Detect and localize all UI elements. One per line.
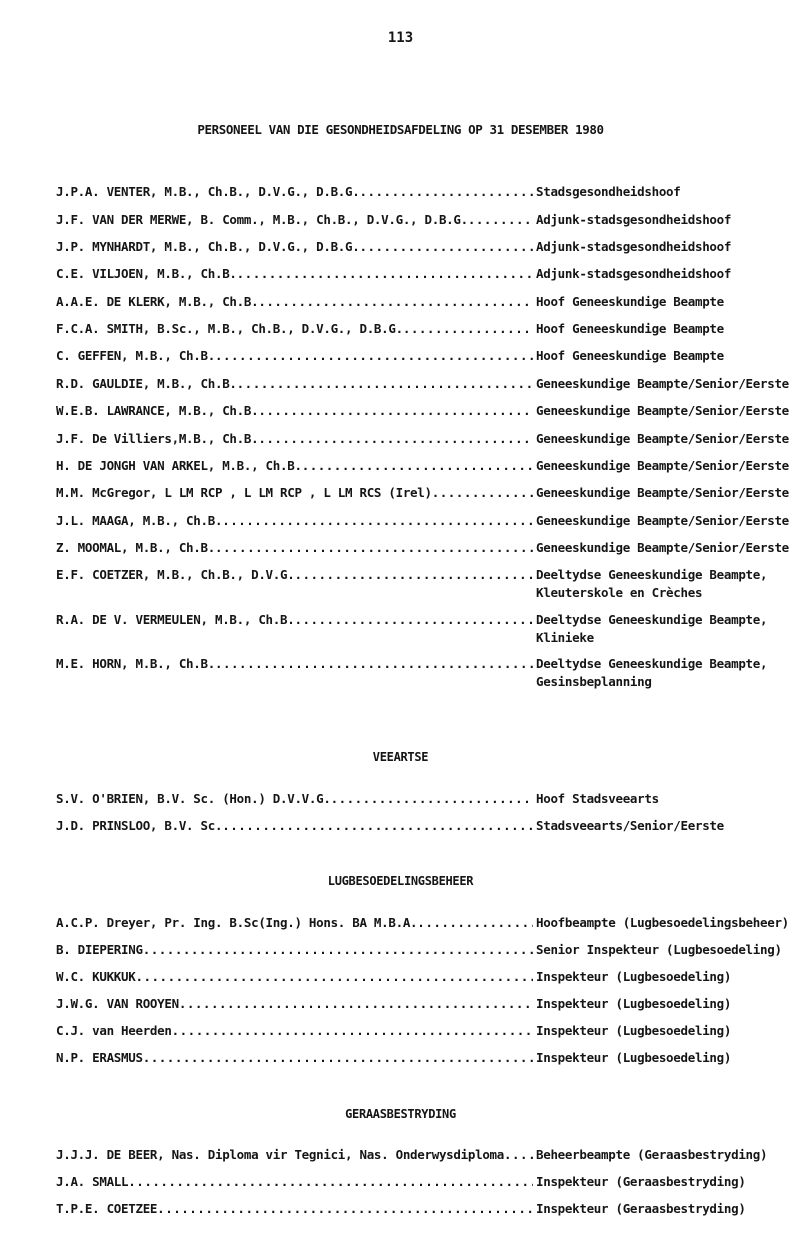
staff-name: H. DE JONGH VAN ARKEL, M.B., Ch.B. ..... bbox=[56, 457, 533, 475]
staff-name: Z. MOOMAL, M.B., Ch.B. ..... bbox=[56, 539, 533, 557]
staff-position: Hoofbeampte (Lugbesoedelingsbeheer) bbox=[536, 915, 789, 930]
section-heading: LUGBESOEDELINGSBEHEER bbox=[327, 874, 474, 888]
staff-entry bbox=[56, 1200, 756, 1223]
staff-entry bbox=[56, 347, 756, 370]
staff-entry bbox=[56, 968, 756, 991]
staff-name: J.D. PRINSLOO, B.V. Sc. ..... bbox=[56, 817, 533, 835]
staff-position: Inspekteur (Lugbesoedeling) bbox=[536, 996, 732, 1011]
staff-entry bbox=[56, 265, 756, 288]
staff-entry bbox=[56, 238, 756, 261]
staff-entry bbox=[56, 484, 789, 507]
staff-position: Adjunk-stadsgesondheidshoof bbox=[536, 266, 732, 281]
staff-position-line-2: Klinieke bbox=[536, 630, 594, 645]
staff-name: T.P.E. COETZEE ..... bbox=[56, 1200, 533, 1218]
staff-entry bbox=[56, 430, 789, 453]
staff-entry bbox=[56, 293, 756, 316]
staff-position: Geneeskundige Beampte/Senior/Eerste bbox=[536, 458, 789, 473]
staff-entry bbox=[56, 995, 756, 1018]
staff-entry bbox=[56, 1022, 756, 1045]
staff-position: Geneeskundige Beampte/Senior/Eerste bbox=[536, 485, 789, 500]
staff-position: Geneeskundige Beampte/Senior/Eerste bbox=[536, 540, 789, 555]
staff-position-line-1: Deeltydse Geneeskundige Beampte, bbox=[536, 612, 768, 627]
staff-name: B. DIEPERING ..... bbox=[56, 941, 533, 959]
staff-position-line-1: Deeltydse Geneeskundige Beampte, bbox=[536, 656, 768, 671]
staff-entry bbox=[56, 183, 756, 206]
staff-position: Inspekteur (Geraasbestryding) bbox=[536, 1174, 746, 1189]
section-heading: GERAASBESTRYDING bbox=[345, 1107, 456, 1121]
staff-position: Adjunk-stadsgesondheidshoof bbox=[536, 239, 732, 254]
staff-position: Hoof Stadsveearts bbox=[536, 791, 659, 806]
staff-name: S.V. O'BRIEN, B.V. Sc. (Hon.) D.V.V.G. ..... bbox=[56, 790, 533, 808]
staff-position: Inspekteur (Geraasbestryding) bbox=[536, 1201, 746, 1216]
staff-entry bbox=[56, 211, 756, 234]
staff-name: A.A.E. DE KLERK, M.B., Ch.B. ..... bbox=[56, 293, 533, 311]
staff-position: Inspekteur (Lugbesoedeling) bbox=[536, 969, 732, 984]
staff-entry bbox=[56, 655, 768, 689]
staff-position: Geneeskundige Beampte/Senior/Eerste bbox=[536, 431, 789, 446]
staff-name: M.E. HORN, M.B., Ch.B. ..... bbox=[56, 655, 533, 673]
staff-position bbox=[536, 611, 766, 647]
staff-entry bbox=[56, 402, 789, 425]
staff-position-line-2: Kleuterskole en Crèches bbox=[536, 585, 703, 600]
staff-name: R.D. GAULDIE, M.B., Ch.B. ..... bbox=[56, 375, 533, 393]
staff-position: Stadsgesondheidshoof bbox=[536, 184, 681, 199]
staff-position bbox=[536, 655, 766, 691]
staff-name: W.C. KUKKUK ..... bbox=[56, 968, 533, 986]
staff-name: J.P.A. VENTER, M.B., Ch.B., D.V.G., D.B.G. ..... bbox=[56, 183, 533, 201]
staff-name: J.L. MAAGA, M.B., Ch.B. ..... bbox=[56, 512, 533, 530]
staff-name: J.A. SMALL ..... bbox=[56, 1173, 533, 1191]
staff-position: Hoof Geneeskundige Beampte bbox=[536, 294, 724, 309]
page-title: PERSONEEL VAN DIE GESONDHEIDSAFDELING OP 31 DESEMBER 1980 bbox=[197, 122, 604, 137]
staff-position bbox=[536, 566, 766, 602]
staff-position: Geneeskundige Beampte/Senior/Eerste bbox=[536, 513, 789, 528]
staff-entry bbox=[56, 1173, 756, 1196]
staff-entry bbox=[56, 1146, 768, 1169]
staff-name: R.A. DE V. VERMEULEN, M.B., Ch.B. ..... bbox=[56, 611, 533, 629]
staff-name: J.P. MYNHARDT, M.B., Ch.B., D.V.G., D.B.G. ..... bbox=[56, 238, 533, 256]
staff-position: Adjunk-stadsgesondheidshoof bbox=[536, 212, 732, 227]
staff-position: Senior Inspekteur (Lugbesoedeling) bbox=[536, 942, 782, 957]
staff-name: A.C.P. Dreyer, Pr. Ing. B.Sc(Ing.) Hons. BA M.B.A. ..... bbox=[56, 914, 533, 932]
staff-position: Stadsveearts/Senior/Eerste bbox=[536, 818, 724, 833]
staff-position-line-2: Gesinsbeplanning bbox=[536, 674, 652, 689]
staff-position: Geneeskundige Beampte/Senior/Eerste bbox=[536, 403, 789, 418]
staff-position: Beheerbeampte (Geraasbestryding) bbox=[536, 1147, 768, 1162]
staff-entry bbox=[56, 320, 756, 343]
staff-entry bbox=[56, 914, 789, 937]
staff-entry bbox=[56, 941, 782, 964]
staff-position: Hoof Geneeskundige Beampte bbox=[536, 348, 724, 363]
staff-name: J.W.G. VAN ROOYEN ..... bbox=[56, 995, 533, 1013]
staff-position: Hoof Geneeskundige Beampte bbox=[536, 321, 724, 336]
staff-entry bbox=[56, 1049, 756, 1072]
staff-name: J.J.J. DE BEER, Nas. Diploma vir Tegnici, Nas. Onderwysdiploma ..... bbox=[56, 1146, 533, 1164]
staff-name: W.E.B. LAWRANCE, M.B., Ch.B. ..... bbox=[56, 402, 533, 420]
staff-name: C.J. van Heerden ..... bbox=[56, 1022, 533, 1040]
staff-position-line-1: Deeltydse Geneeskundige Beampte, bbox=[536, 567, 768, 582]
page-number: 113 bbox=[387, 30, 414, 46]
staff-entry bbox=[56, 790, 756, 813]
staff-name: M.M. McGregor, L LM RCP , L LM RCP , L LM RCS (Irel) ..... bbox=[56, 484, 533, 502]
staff-name: E.F. COETZER, M.B., Ch.B., D.V.G. ..... bbox=[56, 566, 533, 584]
staff-name: J.F. De Villiers,M.B., Ch.B. ..... bbox=[56, 430, 533, 448]
staff-entry bbox=[56, 611, 768, 645]
staff-entry bbox=[56, 817, 756, 840]
staff-entry bbox=[56, 566, 768, 600]
staff-position: Inspekteur (Lugbesoedeling) bbox=[536, 1023, 732, 1038]
section-heading: VEEARTSE bbox=[372, 750, 429, 764]
staff-name: F.C.A. SMITH, B.Sc., M.B., Ch.B., D.V.G., D.B.G. ..... bbox=[56, 320, 533, 338]
staff-name: C.E. VILJOEN, M.B., Ch.B. ..... bbox=[56, 265, 533, 283]
staff-entry bbox=[56, 512, 789, 535]
staff-position: Geneeskundige Beampte/Senior/Eerste bbox=[536, 376, 789, 391]
staff-name: J.F. VAN DER MERWE, B. Comm., M.B., Ch.B., D.V.G., D.B.G. ..... bbox=[56, 211, 533, 229]
staff-entry bbox=[56, 375, 789, 398]
staff-name: N.P. ERASMUS ..... bbox=[56, 1049, 533, 1067]
staff-entry bbox=[56, 457, 789, 480]
staff-name: C. GEFFEN, M.B., Ch.B. ..... bbox=[56, 347, 533, 365]
staff-entry bbox=[56, 539, 789, 562]
staff-position: Inspekteur (Lugbesoedeling) bbox=[536, 1050, 732, 1065]
